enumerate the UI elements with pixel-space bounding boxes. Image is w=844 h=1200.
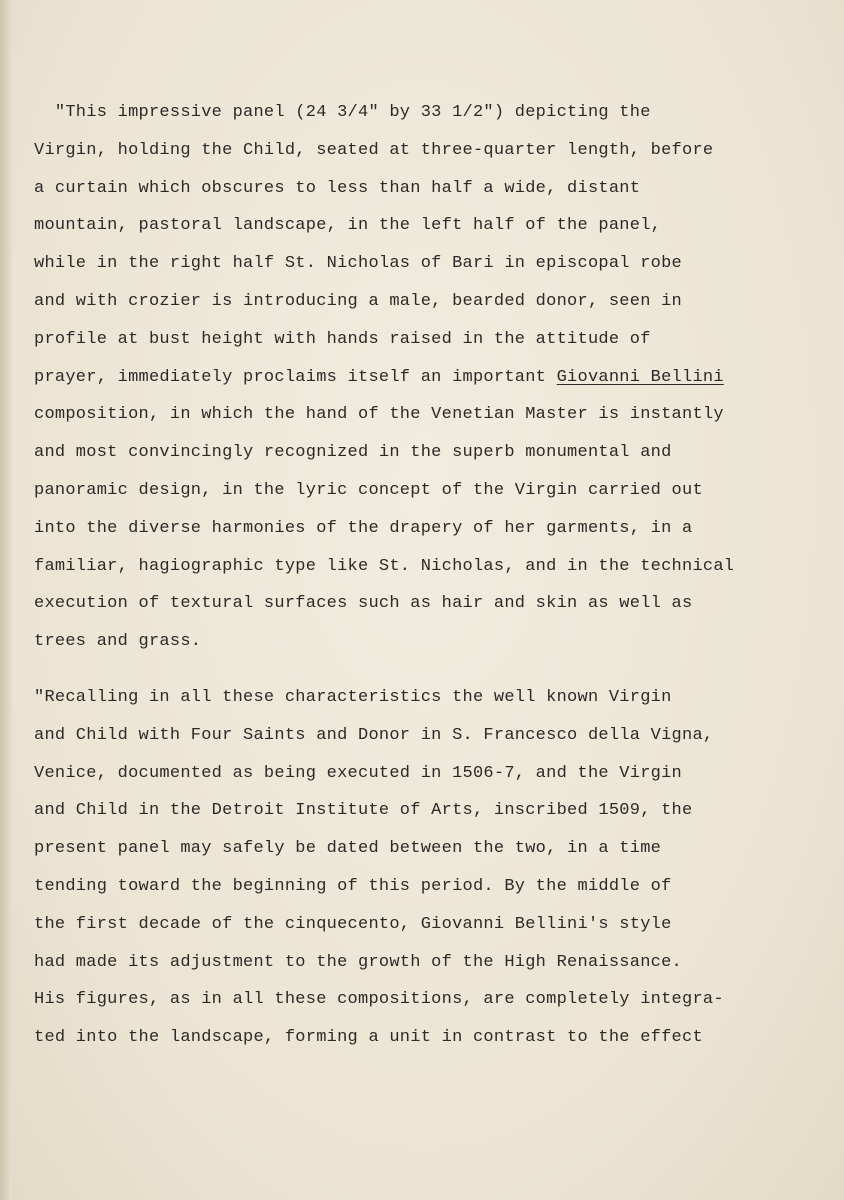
text-line: familiar, hagiographic type like St. Nicholas, and in the technical bbox=[34, 556, 735, 576]
text-line: tending toward the beginning of this period. By the middle of bbox=[34, 876, 672, 896]
text-line: composition, in which the hand of the Venetian Master is instantly bbox=[34, 405, 724, 425]
text-line: and with crozier is introducing a male, bearded donor, seen in bbox=[34, 291, 683, 311]
text-line: a curtain which obscures to less than half a wide, distant bbox=[34, 178, 641, 198]
text-line: "Recalling in all these characteristics the well known Virgin bbox=[34, 688, 672, 707]
text-line: His figures, as in all these compositions, are completely integra- bbox=[34, 990, 724, 1010]
text-line: and Child in the Detroit Institute of Arts, inscribed 1509, the bbox=[34, 801, 693, 821]
text-line: Virgin, holding the Child, seated at three-quarter length, before bbox=[34, 140, 714, 160]
text-line: while in the right half St. Nicholas of Bari in episcopal robe bbox=[34, 254, 683, 274]
text-line: into the diverse harmonies of the drapery of her garments, in a bbox=[34, 518, 693, 538]
text-line: execution of textural surfaces such as hair and skin as well as bbox=[34, 594, 693, 614]
paragraph-2 bbox=[34, 679, 804, 1057]
text-line: trees and grass. bbox=[34, 632, 202, 652]
text-line: mountain, pastoral landscape, in the left half of the panel, bbox=[34, 216, 662, 236]
text-line: had made its adjustment to the growth of the High Renaissance. bbox=[34, 952, 683, 972]
text-line: panoramic design, in the lyric concept of the Virgin carried out bbox=[34, 480, 703, 500]
text-line: "This impressive panel (24 3/4" by 33 1/2") depicting the bbox=[34, 103, 651, 122]
text-line: the first decade of the cinquecento, Giovanni Bellini's style bbox=[34, 914, 672, 934]
text-line bbox=[34, 359, 804, 397]
text-line: profile at bust height with hands raised in the attitude of bbox=[34, 329, 651, 349]
paragraph-1 bbox=[34, 94, 804, 661]
page-binding-edge bbox=[0, 0, 12, 1200]
text-line-start: prayer, immediately proclaims itself an important bbox=[34, 367, 557, 387]
text-line: present panel may safely be dated between the two, in a time bbox=[34, 839, 662, 859]
text-line: ted into the landscape, forming a unit in contrast to the effect bbox=[34, 1028, 703, 1048]
underlined-artist-name: Giovanni Bellini bbox=[556, 367, 724, 387]
text-line: Venice, documented as being executed in 1506-7, and the Virgin bbox=[34, 763, 683, 783]
text-line: and Child with Four Saints and Donor in S. Francesco della Vigna, bbox=[34, 725, 714, 745]
text-line: and most convincingly recognized in the superb monumental and bbox=[34, 443, 672, 463]
